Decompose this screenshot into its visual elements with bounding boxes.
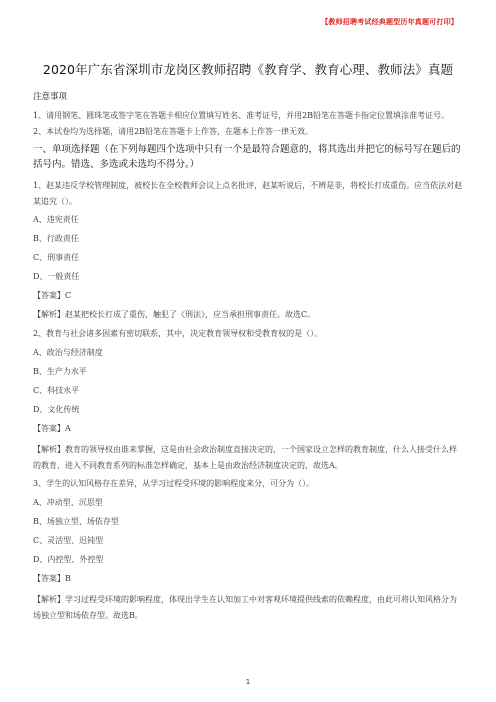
question-option: B、场独立型、场依存型 — [33, 517, 119, 526]
notice-heading: 注意事项 — [33, 92, 68, 102]
page-number: 1 — [245, 678, 251, 686]
page-title: 2020年广东省深圳市龙岗区教师招聘《教育学、教育心理、教师法》真题 — [42, 62, 454, 77]
question-option: B、生产力水平 — [33, 367, 87, 376]
question-option: C、刑事责任 — [33, 253, 80, 262]
section-heading: 一、单项选择题（在下列每题四个选项中只有一个是最符合题意的，将其选出并把它的标号写在题后的括号内。错选、多选或未选均不得分。） — [33, 144, 461, 170]
question-option: D、文化传统 — [33, 405, 80, 414]
question-option: B、行政责任 — [33, 234, 79, 243]
question-option: D、一般责任 — [33, 272, 80, 281]
header-tag: 【教师招聘考试经典题型历年真题可打印】 — [321, 18, 458, 26]
question-option: C、科技水平 — [33, 386, 80, 395]
question-stem: 1、赵某违反学校管理制度，被校长在全校教师会议上点名批评，赵某听说后，不辨是非，将校长打成重伤。应当依法对赵某追究（）。 — [33, 181, 463, 206]
question-option: A、政治与经济制度 — [33, 348, 103, 357]
document-body — [33, 92, 463, 624]
question-option: D、内控型、外控型 — [33, 555, 104, 564]
question-stem: 3、学生的认知风格存在差异，从学习过程受环境的影响程度来分，可分为（）。 — [33, 479, 315, 488]
answer-label: 【答案】A — [33, 424, 71, 433]
analysis-text: 【解析】赵某把校长打成了重伤，触犯了《刑法》，应当承担刑事责任。故选C。 — [33, 310, 316, 319]
question-option: C、灵活型、迟钝型 — [33, 536, 104, 545]
analysis-text: 【解析】学习过程受环境的影响程度，体现出学生在认知加工中对客观环境提供线索的依赖程度，由此可将认知风格分为场独立型和场依存型。故选B。 — [33, 595, 457, 620]
notice-item: 1、请用钢笔、圆珠笔或签字笔在答题卡相应位置填写姓名、准考证号，并用2B铅笔在答题卡指定位置填涂准考证号。 — [33, 111, 450, 120]
analysis-text: 【解析】教育的领导权由谁来掌握，这是由社会政治制度直接决定的，一个国家设立怎样的教育制度，什么人接受什么样的教育，进入不同教育系列的标准怎样确定，基本上是由政治经济制度决定的，故选A。 — [33, 445, 457, 470]
answer-label: 【答案】C — [33, 291, 72, 300]
question-option: A、冲动型、沉思型 — [33, 498, 103, 507]
question-stem: 2、教育与社会诸多因素有密切联系，其中，决定教育领导权和受教育权的是（）。 — [33, 329, 323, 338]
notice-item: 2、本试卷均为选择题，请用2B铅笔在答题卡上作答，在题本上作答一律无效。 — [33, 127, 314, 136]
answer-label: 【答案】B — [33, 574, 71, 583]
question-option: A、违宪责任 — [33, 215, 79, 224]
